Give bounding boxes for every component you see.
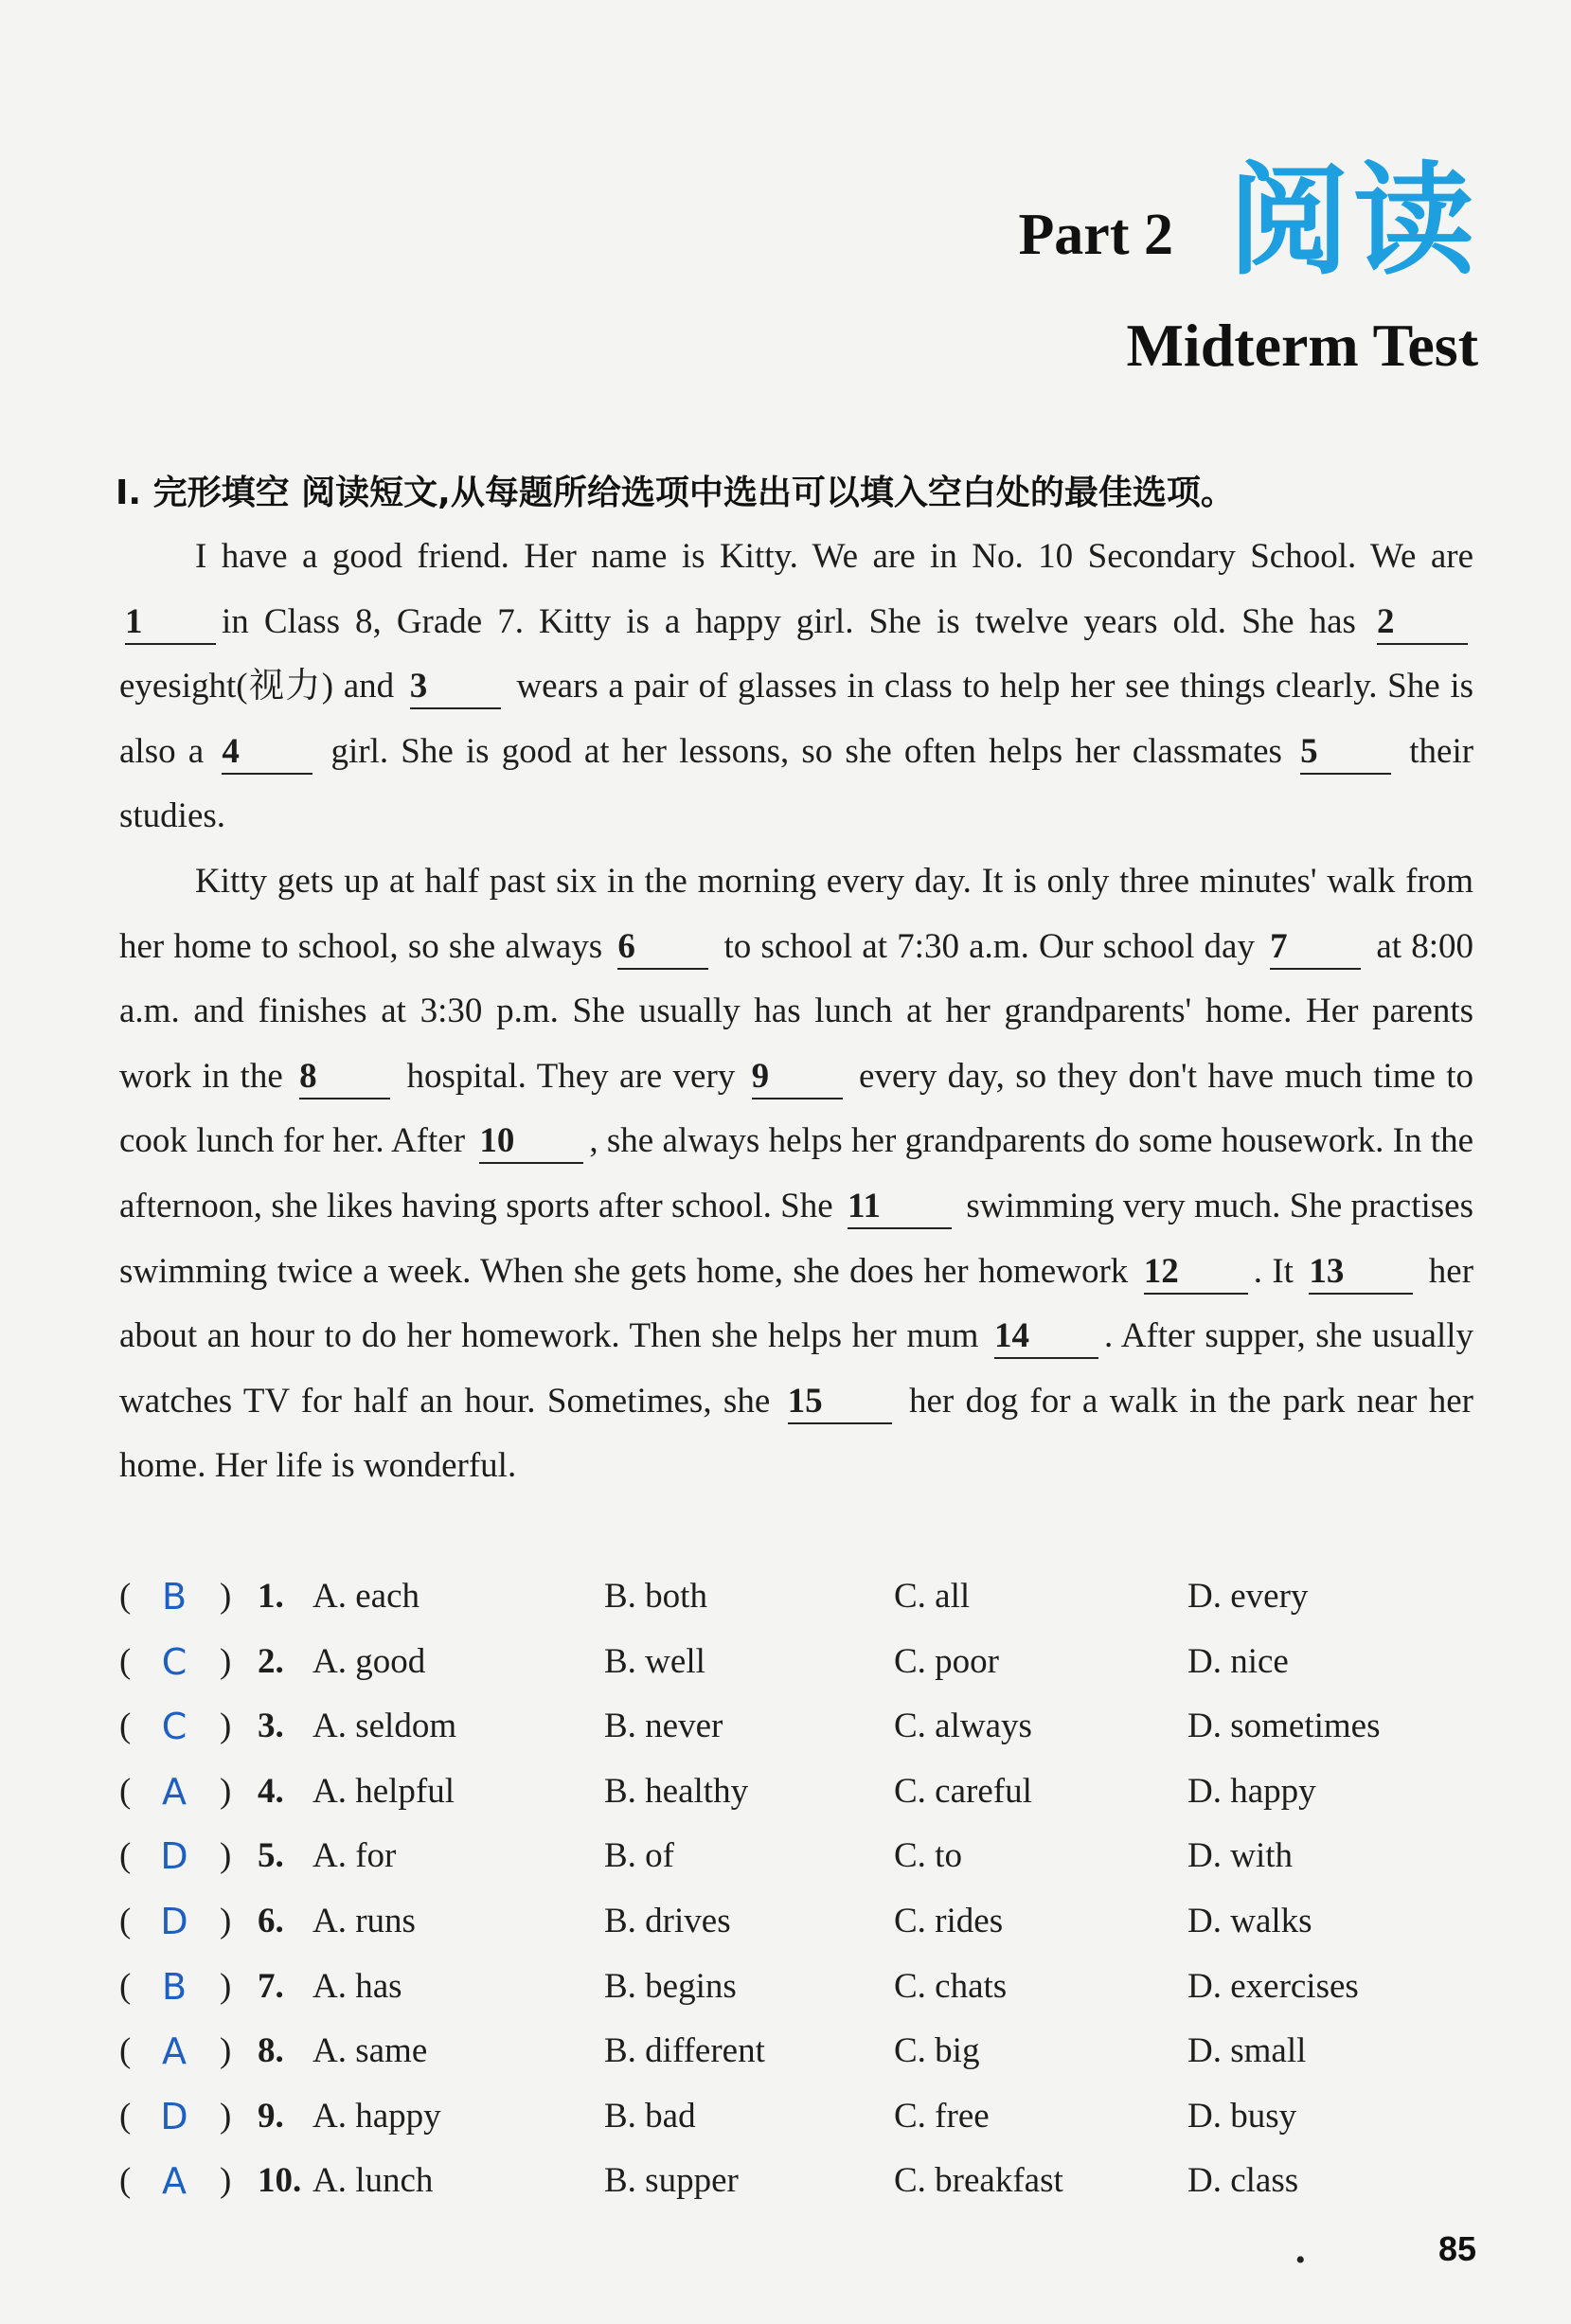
passage-text: her about an hour to do her homework. Then she helps her mum	[119, 1251, 1474, 1356]
blank-14: 14	[994, 1315, 1098, 1359]
question-number: 4.	[258, 1771, 284, 1811]
passage-text: girl. She is good at her lessons, so she often helps her classmates	[330, 731, 1282, 771]
option-c: C. big	[894, 2031, 980, 2071]
option-c: C. careful	[894, 1771, 1032, 1811]
blank-8: 8	[299, 1056, 390, 1099]
open-paren: (	[119, 1707, 132, 1746]
open-paren: (	[119, 1577, 132, 1616]
option-b: B. both	[604, 1577, 707, 1616]
close-paren: )	[220, 1771, 232, 1811]
option-d: D. small	[1187, 2031, 1307, 2071]
option-c: C. chats	[894, 1966, 1008, 2006]
option-b: B. supper	[604, 2161, 739, 2201]
question-row	[119, 1564, 1483, 1630]
question-row	[119, 1889, 1483, 1955]
option-d: D. happy	[1187, 1771, 1316, 1811]
option-b: B. different	[604, 2031, 765, 2071]
option-a: A. each	[312, 1577, 420, 1616]
option-d: D. walks	[1187, 1901, 1312, 1940]
test-title: Midterm Test	[1126, 312, 1478, 379]
option-a: A. runs	[312, 1901, 416, 1940]
question-number: 7.	[258, 1966, 284, 2006]
option-d: D. busy	[1187, 2096, 1297, 2136]
question-number: 9.	[258, 2096, 284, 2136]
option-c: C. always	[894, 1707, 1032, 1746]
close-paren: )	[220, 1966, 232, 2006]
filled-answer: B	[161, 1965, 187, 2008]
open-paren: (	[119, 1771, 132, 1811]
option-a: A. same	[312, 2031, 428, 2071]
passage-paragraph-1	[119, 525, 1473, 849]
passage-text: her dog for a walk in the park near her home. Her life is wonderful.	[119, 1381, 1474, 1486]
passage-text: Kitty gets up at half past six in the morning every day. It is only three minutes' walk from her home to school, so she always	[119, 861, 1473, 966]
blank-15: 15	[788, 1381, 892, 1424]
blank-10: 10	[479, 1120, 583, 1164]
close-paren: )	[220, 1707, 232, 1746]
question-row	[119, 1760, 1483, 1825]
option-b: B. drives	[604, 1901, 731, 1940]
close-paren: )	[220, 1901, 232, 1940]
close-paren: )	[220, 2031, 232, 2071]
option-b: B. never	[604, 1707, 723, 1746]
passage-text: wears a pair of glasses in class to help her see things clearly. She is also a	[119, 667, 1473, 771]
close-paren: )	[220, 2161, 232, 2201]
page-number: 85	[1437, 2229, 1476, 2268]
option-d: D. exercises	[1187, 1966, 1359, 2006]
filled-answer: D	[160, 2095, 188, 2137]
question-row	[119, 2149, 1483, 2214]
passage-text: at 8:00 a.m. and finishes at 3:30 p.m. She usually has lunch at her grandparents' home. Her parents work in the	[119, 926, 1474, 1096]
blank-12: 12	[1144, 1251, 1248, 1295]
filled-answer: A	[162, 2160, 187, 2203]
part-header	[1018, 151, 1478, 292]
option-d: D. nice	[1187, 1641, 1289, 1681]
close-paren: )	[220, 1836, 232, 1876]
filled-answer: B	[161, 1576, 187, 1618]
filled-answer: A	[162, 1770, 187, 1813]
option-d: D. every	[1187, 1577, 1309, 1616]
open-paren: (	[119, 1966, 132, 2006]
question-row	[119, 2084, 1483, 2150]
blank-6: 6	[617, 926, 708, 970]
passage-text: . It	[1253, 1251, 1294, 1291]
blank-11: 11	[848, 1186, 952, 1229]
option-a: A. happy	[312, 2096, 441, 2136]
open-paren: (	[119, 1641, 132, 1681]
passage-text: their studies.	[119, 731, 1474, 836]
filled-answer: C	[161, 1706, 187, 1748]
passage-text: I have a good friend. Her name is Kitty. We are in No. 10 Secondary School. We are	[195, 537, 1473, 576]
question-row	[119, 1694, 1483, 1760]
filled-answer: C	[161, 1640, 187, 1683]
option-a: A. good	[312, 1641, 426, 1681]
open-paren: (	[119, 1836, 132, 1876]
blank-13: 13	[1309, 1251, 1413, 1295]
question-number: 8.	[258, 2031, 284, 2071]
filled-answer: D	[160, 1835, 188, 1878]
close-paren: )	[220, 1577, 232, 1616]
option-a: A. helpful	[312, 1771, 455, 1811]
question-number: 2.	[258, 1641, 284, 1681]
option-d: D. sometimes	[1187, 1707, 1381, 1746]
option-b: B. healthy	[604, 1771, 749, 1811]
passage-text: to school at 7:30 a.m. Our school day	[723, 926, 1255, 966]
blank-1: 1	[125, 601, 216, 645]
passage-text: in Class 8, Grade 7. Kitty is a happy girl. She is twelve years old. She has	[222, 601, 1356, 641]
close-paren: )	[220, 2096, 232, 2136]
question-row	[119, 2019, 1483, 2084]
option-b: B. bad	[604, 2096, 696, 2136]
option-d: D. class	[1187, 2161, 1299, 2201]
section-instruction: Ⅰ. 完形填空 阅读短文,从每题所给选项中选出可以填入空白处的最佳选项。	[116, 474, 1235, 512]
passage-text: . After supper, she usually watches TV for half an hour. Sometimes, she	[119, 1316, 1474, 1421]
filled-answer: A	[162, 2030, 187, 2073]
option-c: C. to	[894, 1836, 962, 1876]
cloze-passage	[119, 525, 1473, 1499]
part-label: Part 2	[1018, 203, 1173, 267]
question-number: 5.	[258, 1836, 284, 1876]
option-c: C. rides	[894, 1901, 1004, 1940]
footer-dot: •	[1295, 2244, 1306, 2276]
blank-7: 7	[1270, 926, 1361, 970]
option-a: A. has	[312, 1966, 402, 2006]
question-number: 10.	[258, 2161, 302, 2201]
option-a: A. seldom	[312, 1707, 457, 1746]
passage-paragraph-2	[119, 849, 1473, 1499]
option-d: D. with	[1187, 1836, 1293, 1876]
open-paren: (	[119, 2031, 132, 2071]
open-paren: (	[119, 2096, 132, 2136]
question-number: 1.	[258, 1577, 284, 1616]
option-b: B. begins	[604, 1966, 737, 2006]
filled-answer: D	[160, 1900, 188, 1942]
question-row	[119, 1824, 1483, 1889]
option-c: C. breakfast	[894, 2161, 1063, 2201]
blank-5: 5	[1300, 731, 1391, 775]
open-paren: (	[119, 2161, 132, 2201]
part-title: 阅读	[1227, 151, 1478, 292]
blank-4: 4	[222, 731, 312, 775]
close-paren: )	[220, 1641, 232, 1681]
passage-text: swimming very much. She practises swimming twice a week. When she gets home, she does her homework	[119, 1186, 1474, 1291]
blank-9: 9	[752, 1056, 843, 1099]
question-row	[119, 1955, 1483, 2020]
question-number: 3.	[258, 1707, 284, 1746]
option-c: C. all	[894, 1577, 971, 1616]
option-c: C. poor	[894, 1641, 999, 1681]
option-b: B. well	[604, 1641, 705, 1681]
question-number: 6.	[258, 1901, 284, 1940]
option-a: A. for	[312, 1836, 397, 1876]
passage-text: eyesight(视力) and	[119, 667, 395, 706]
option-c: C. free	[894, 2096, 990, 2136]
open-paren: (	[119, 1901, 132, 1940]
answer-options-list	[119, 1564, 1483, 2214]
passage-text: hospital. They are very	[406, 1056, 736, 1096]
question-row	[119, 1630, 1483, 1695]
passage-text: every day, so they don't have much time to cook lunch for her. After	[119, 1056, 1474, 1161]
blank-3: 3	[410, 666, 501, 709]
blank-2: 2	[1377, 601, 1468, 645]
passage-text: , she always helps her grandparents do some housework. In the afternoon, she likes having sports after school. She	[119, 1121, 1473, 1225]
option-b: B. of	[604, 1836, 674, 1876]
option-a: A. lunch	[312, 2161, 434, 2201]
